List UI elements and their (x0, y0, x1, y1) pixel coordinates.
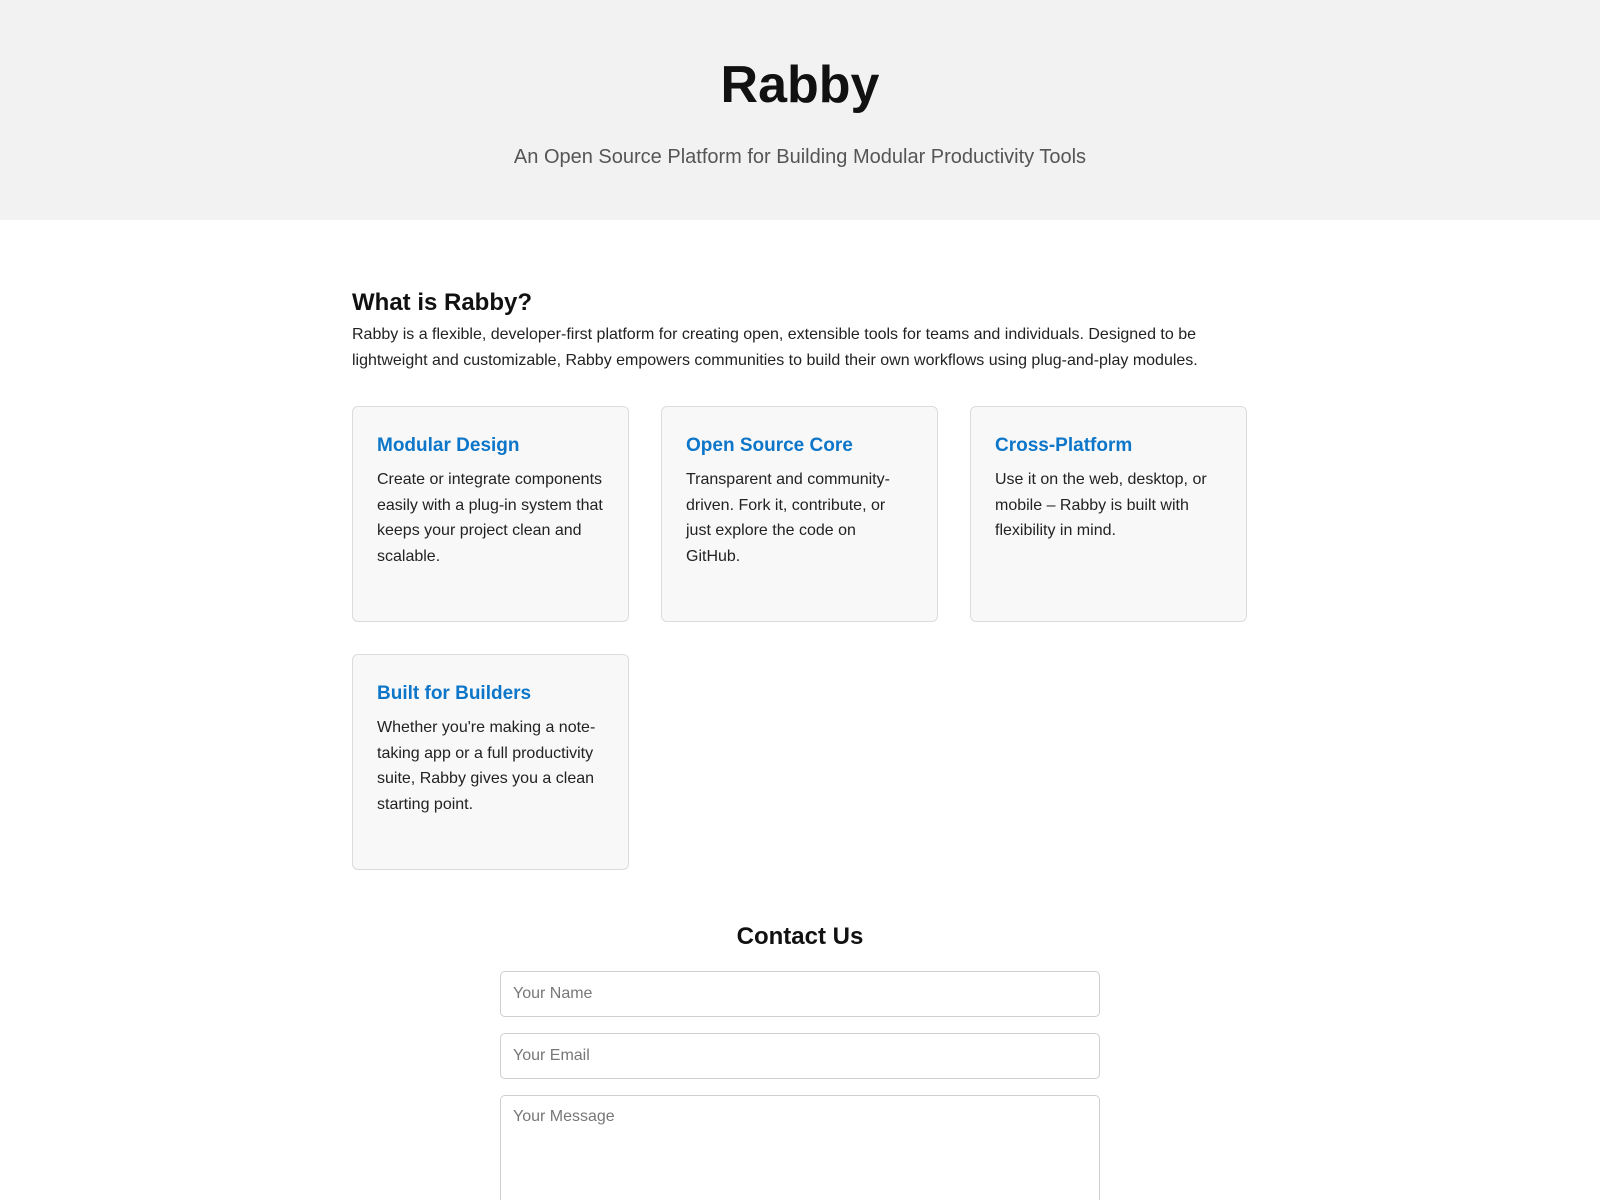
about-section (352, 288, 1248, 373)
feature-card-modular-design (352, 406, 629, 622)
contact-section (352, 922, 1248, 1200)
hero-banner (0, 0, 1600, 220)
message-textarea[interactable] (500, 1095, 1100, 1200)
contact-form (500, 971, 1100, 1200)
site-title: Rabby (720, 56, 880, 114)
feature-card-cross-platform (970, 406, 1247, 622)
feature-card-built-for-builders (352, 654, 629, 870)
feature-card-title: Open Source Core (686, 435, 853, 457)
feature-card-title: Built for Builders (377, 683, 532, 705)
feature-card-description: Create or integrate components easily with a plug-in system that keeps your project clean and scalable. (377, 471, 603, 565)
main-content (352, 220, 1248, 1200)
email-input[interactable] (500, 1033, 1100, 1079)
site-tagline: An Open Source Platform for Building Modular Productivity Tools (513, 146, 1087, 168)
feature-card-title: Cross-Platform (995, 435, 1133, 457)
feature-card-description: Use it on the web, desktop, or mobile – Rabby is built with flexibility in mind. (995, 471, 1207, 540)
about-description: Rabby is a flexible, developer-first platform for creating open, extensible tools for teams and individuals. Designed to be lightweight and customizable, Rabby empowers communities to build their own workflows using plug-and-play modules. (352, 326, 1198, 369)
feature-card-title: Modular Design (377, 435, 520, 457)
feature-card-open-source-core (661, 406, 938, 622)
contact-heading: Contact Us (736, 923, 864, 951)
name-input[interactable] (500, 971, 1100, 1017)
features-grid (352, 406, 1248, 870)
about-heading: What is Rabby? (352, 289, 533, 316)
feature-card-description: Whether you're making a note-taking app or a full productivity suite, Rabby gives you a clean starting point. (377, 719, 596, 813)
feature-card-description: Transparent and community-driven. Fork it, contribute, or just explore the code on GitHub. (686, 471, 890, 565)
